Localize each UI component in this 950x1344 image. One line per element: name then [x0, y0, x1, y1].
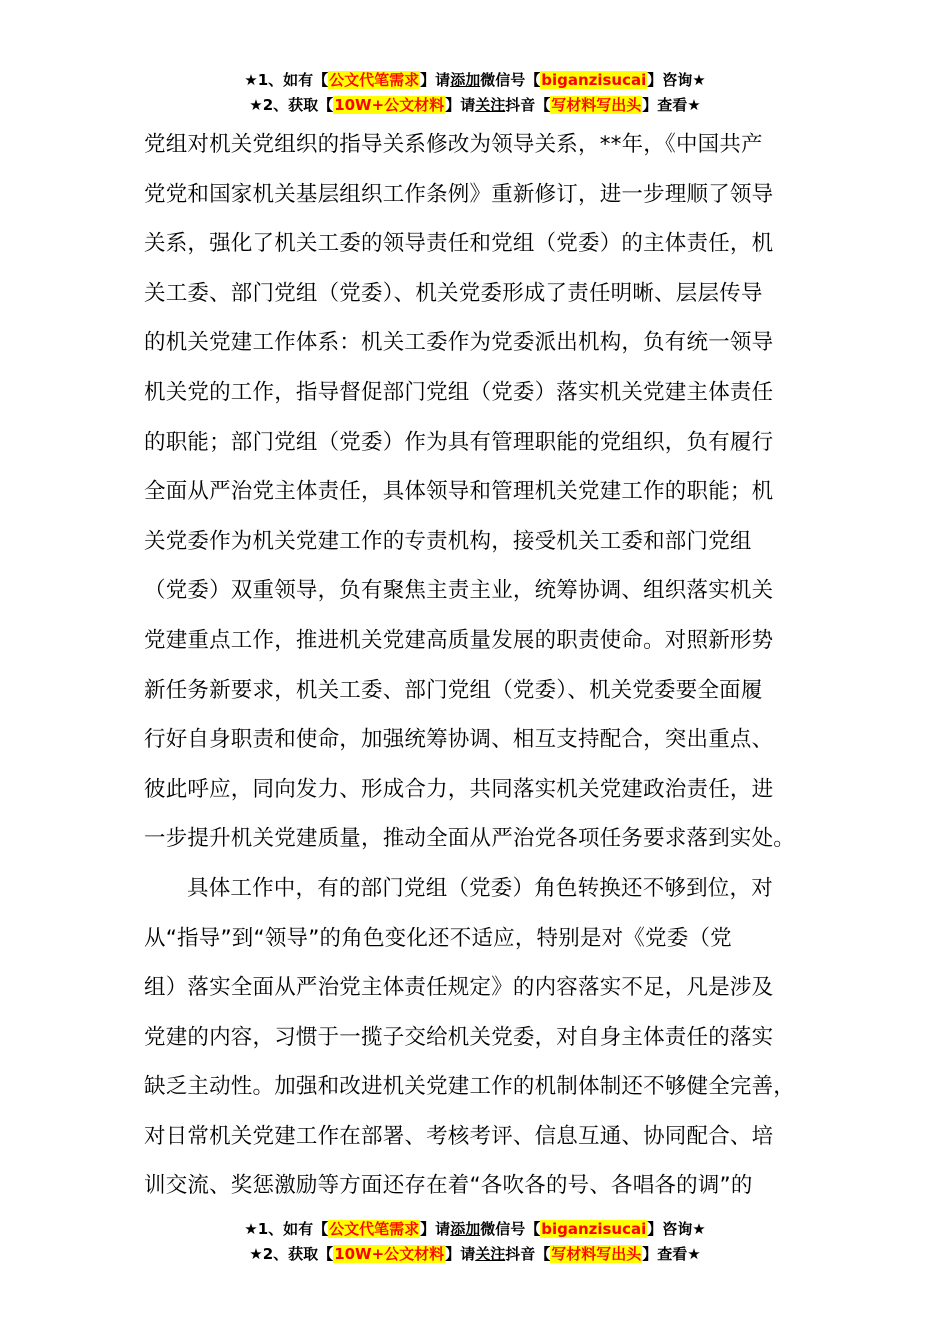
body-line: 行好自身职责和使命，加强统筹协调、相互支持配合，突出重点、 — [144, 727, 774, 753]
body-line: 新任务新要求，机关工委、部门党组（党委）、机关党委要全面履 — [144, 677, 763, 703]
banner-line-1 — [0, 68, 950, 93]
body-line: 的机关党建工作体系：机关工委作为党委派出机构，负有统一领导 — [144, 330, 774, 356]
body-line: 从“指导”到“领导”的角色变化还不适应，特别是对《党委（党 — [144, 925, 732, 951]
banner-highlight: 写材料写出头 — [551, 96, 642, 114]
body-line: 机关党的工作，指导督促部门党组（党委）落实机关党建主体责任 — [144, 379, 774, 405]
banner-text: ★2、获取【 — [249, 96, 334, 114]
top-banner — [0, 68, 950, 118]
banner-text: ★1、如有【 — [244, 1220, 329, 1238]
body-line: （党委）双重领导，负有聚焦主责主业，统筹协调、组织落实机关 — [144, 578, 774, 604]
bottom-banner — [0, 1217, 950, 1267]
banner-text: 】查看★ — [642, 1245, 701, 1263]
banner-text: 微信号【 — [480, 1220, 541, 1238]
banner-line-2 — [0, 93, 950, 118]
banner-text: ★1、如有【 — [244, 71, 329, 89]
banner-text: 】咨询★ — [647, 1220, 706, 1238]
paragraph-first-line: 具体工作中，有的部门党组（党委）角色转换还不够到位，对 — [187, 875, 773, 901]
banner-highlight: 10W+公文材料 — [334, 96, 445, 114]
banner-highlight: 10W+公文材料 — [334, 1245, 445, 1263]
banner-text: 微信号【 — [480, 71, 541, 89]
body-line: 党党和国家机关基层组织工作条例》重新修订，进一步理顺了领导 — [144, 181, 774, 207]
body-line: 全面从严治党主体责任，具体领导和管理机关党建工作的职能；机 — [144, 479, 774, 505]
body-line: 党组对机关党组织的指导关系修改为领导关系，**年，《中国共产 — [144, 132, 763, 157]
banner-line-1 — [0, 1217, 950, 1242]
banner-highlight: 公文代笔需求 — [329, 71, 420, 89]
banner-text: ★2、获取【 — [249, 1245, 334, 1263]
banner-emphasis: 添加 — [450, 1220, 481, 1238]
body-line: 的职能；部门党组（党委）作为具有管理职能的党组织，负有履行 — [144, 429, 774, 455]
body-line: 对日常机关党建工作在部署、考核考评、信息互通、协同配合、培 — [144, 1123, 774, 1149]
document-body — [144, 120, 808, 1211]
body-line: 一步提升机关党建质量，推动全面从严治党各项任务要求落到实处。 — [144, 826, 796, 852]
banner-text: 抖音【 — [505, 1245, 551, 1263]
body-line: 缺乏主动性。加强和改进机关党建工作的机制体制还不够健全完善， — [144, 1074, 796, 1100]
banner-highlight: 公文代笔需求 — [329, 1220, 420, 1238]
body-line: 关系，强化了机关工委的领导责任和党组（党委）的主体责任，机 — [144, 231, 774, 257]
banner-text: 抖音【 — [505, 96, 551, 114]
body-line: 训交流、奖惩激励等方面还存在着“各吹各的号、各唱各的调”的 — [144, 1173, 753, 1199]
banner-emphasis: 关注 — [475, 1245, 506, 1263]
body-line: 党建重点工作，推进机关党建高质量发展的职责使命。对照新形势 — [144, 627, 774, 653]
banner-text: 】查看★ — [642, 96, 701, 114]
banner-text: 】咨询★ — [647, 71, 706, 89]
banner-highlight: 写材料写出头 — [551, 1245, 642, 1263]
banner-emphasis: 关注 — [475, 96, 506, 114]
body-line: 关党委作为机关党建工作的专责机构，接受机关工委和部门党组 — [144, 528, 752, 554]
banner-text: 】请 — [420, 1220, 451, 1238]
body-line: 彼此呼应，同向发力、形成合力，共同落实机关党建政治责任，进 — [144, 776, 774, 802]
banner-highlight: biganzisucai — [541, 71, 647, 89]
banner-text: 】请 — [420, 71, 451, 89]
banner-line-2 — [0, 1242, 950, 1267]
body-line: 组）落实全面从严治党主体责任规定》的内容落实不足，凡是涉及 — [144, 975, 774, 1001]
banner-emphasis: 添加 — [450, 71, 481, 89]
banner-highlight: biganzisucai — [541, 1220, 647, 1238]
body-line: 关工委、部门党组（党委）、机关党委形成了责任明晰、层层传导 — [144, 280, 763, 306]
body-line: 党建的内容，习惯于一揽子交给机关党委，对自身主体责任的落实 — [144, 1024, 774, 1050]
banner-text: 】请 — [445, 1245, 476, 1263]
banner-text: 】请 — [445, 96, 476, 114]
